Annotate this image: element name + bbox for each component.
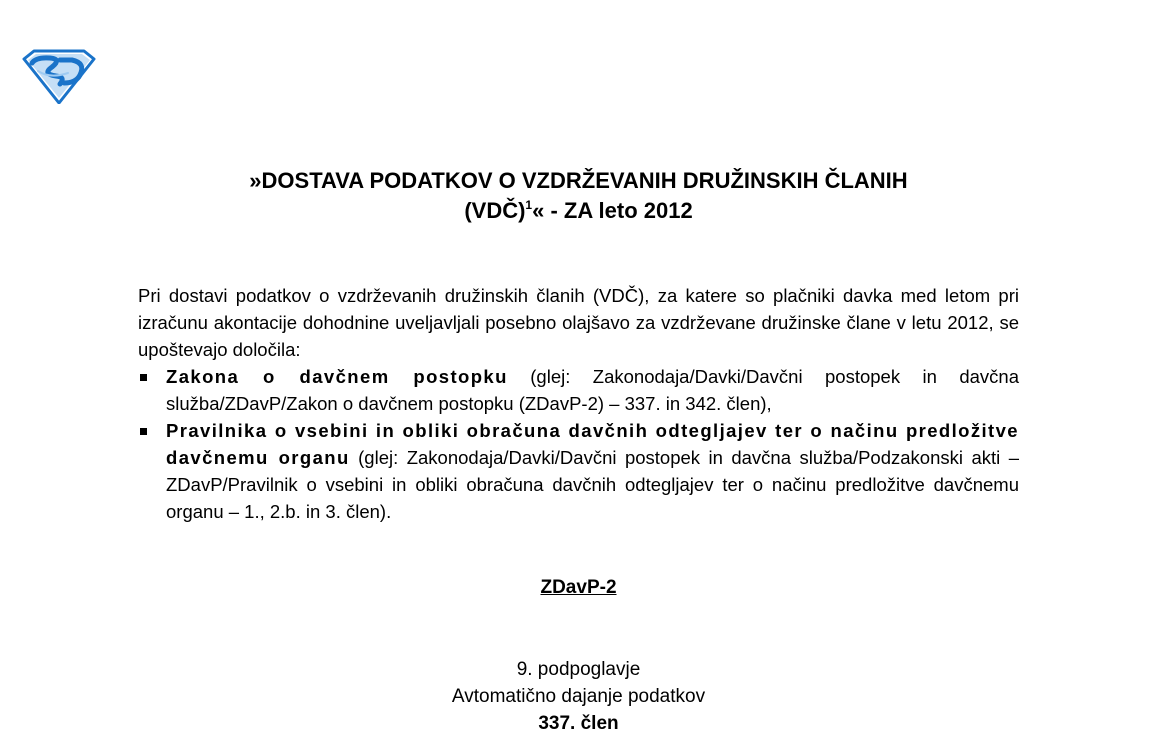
title-line-2-end: « - ZA leto 2012 xyxy=(532,198,693,223)
diamond-logo-icon xyxy=(22,49,96,104)
document-body xyxy=(138,282,1019,525)
legal-references-list xyxy=(138,363,1019,525)
company-logo xyxy=(22,49,96,104)
title-line-1: »DOSTAVA PODATKOV O VZDRŽEVANIH DRUŽINSKIH ČLANIH xyxy=(249,168,908,193)
subchapter-title: Avtomatično dajanje podatkov xyxy=(451,686,706,707)
law-name: Zakona o davčnem postopku xyxy=(166,366,508,387)
subchapter-number: 9. podpoglavje xyxy=(516,659,641,680)
law-reference: (glej: Zakonodaja/Davki/Davčni postopek in davčna služba/ZDavP/Zakon o davčnem postopku (ZDavP-2) – 337. in 342. člen), xyxy=(166,366,1019,414)
article-number: 337. člen xyxy=(538,713,619,734)
section-heading: ZDavP-2 xyxy=(540,577,617,598)
regulation-name: Pravilnika o vsebini in obliki obračuna davčnih odtegljajev ter o načinu predložitve davčnemu organu xyxy=(166,420,1019,468)
square-bullet-icon xyxy=(140,428,147,435)
regulation-reference: (glej: Zakonodaja/Davki/Davčni postopek in davčna služba/Podzakonski akti – ZDavP/Pravilnik o vsebini in obliki obračuna davčnih odtegljajev ter o načinu predložitve davčnemu organu – 1., 2.b. in 3. člen). xyxy=(166,447,1019,522)
list-item xyxy=(138,363,1019,417)
footnote-mark[interactable]: 1 xyxy=(525,198,533,212)
document-title xyxy=(0,166,1157,226)
square-bullet-icon xyxy=(140,374,147,381)
intro-paragraph: Pri dostavi podatkov o vzdrževanih družinskih članih (VDČ), za katere so plačniki davka med letom pri izračunu akontacije dohodnine uveljavljali posebno olajšavo za vzdrževane družinske člane v letu 2012, se upoštevajo določila: xyxy=(138,285,1019,360)
list-item xyxy=(138,417,1019,525)
title-line-2-start: (VDČ) xyxy=(464,198,526,223)
title-line-2 xyxy=(464,198,692,223)
